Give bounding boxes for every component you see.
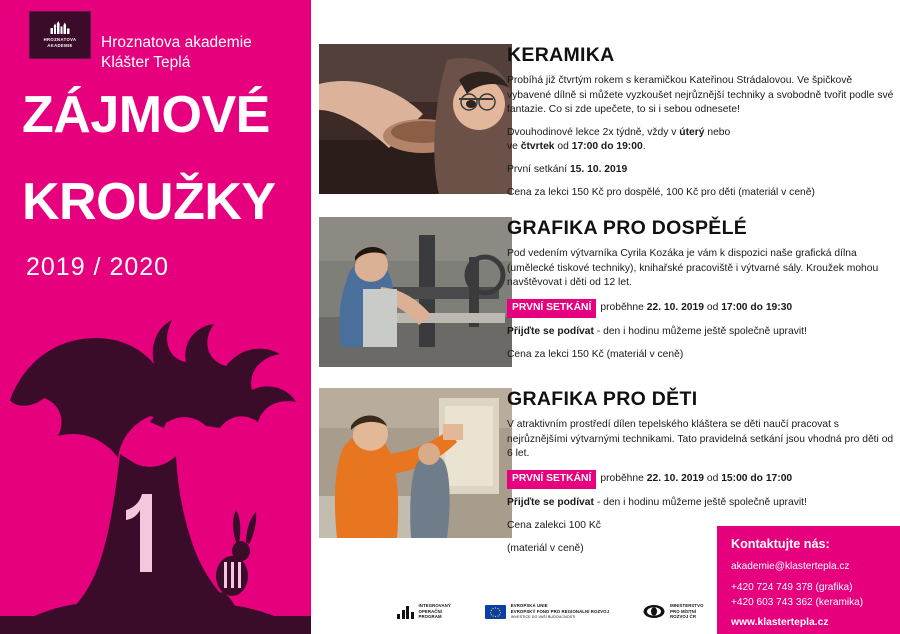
section-keramika-title: KERAMIKA (507, 44, 615, 66)
note-bold: Přijďte se podívat (507, 497, 594, 509)
contact-phone-grafika[interactable]: +420 724 749 378 (grafika) (731, 582, 853, 594)
footer-logos (397, 603, 704, 620)
section-grafika-dospele-body (507, 217, 897, 363)
photo-grafika-deti (319, 388, 512, 538)
academy-logo (29, 11, 91, 59)
badge-first-meeting-text: proběhne 22. 10. 2019 od 17:00 do 19:30 (600, 301, 793, 313)
bar-chart-icon (397, 604, 414, 619)
castle-crest-icon (49, 21, 71, 35)
footer-logo-eu-sub: INVESTICE DO VAŠÍ BUDOUCNOSTI (510, 615, 576, 620)
note-bold: Přijďte se podívat (507, 326, 594, 338)
poster-left-panel (0, 0, 311, 634)
badge-first-meeting: PRVNÍ SETKÁNÍ (507, 299, 596, 319)
section-keramika-p3: První setkání 15. 10. 2019 (507, 164, 628, 176)
footer-logo-iop-line1: INTEGROVANÝ (418, 603, 451, 609)
section-keramika-p1: Probíhá již čtvrtým rokem s keramičkou Kateřinou Strádalovou. Ve špičkově vybavené dílně si můžete vyzkoušet nejrůznější techniky a svobodně tvořit podle své fantazie. Co si zde upečete, to si i sebou odnesete! (507, 75, 894, 116)
contact-phone-keramika[interactable]: +420 603 743 362 (keramika) (731, 597, 864, 609)
footer-logo-ministry-line2: PRO MÍSTNÍ (670, 608, 697, 614)
footer-logo-eu-line2: EVROPSKÝ FOND PRO REGIONÁLNÍ ROZVOJ (510, 608, 610, 614)
section-grafika-deti-title: GRAFIKA PRO DĚTI (507, 388, 698, 410)
photo-keramika (319, 44, 512, 194)
section-grafika-deti-price-2: (materiál v ceně) (507, 542, 584, 554)
poster-season: 2019 / 2020 (26, 253, 170, 281)
contact-email[interactable]: akademie@klastertepla.cz (731, 561, 850, 572)
poster-title-line1: ZÁJMOVÉ (22, 86, 270, 144)
badge-first-meeting-text: proběhne 22. 10. 2019 od 15:00 do 17:00 (600, 472, 793, 484)
academy-name-line1: Hroznatova akademie (101, 34, 252, 51)
footer-logo-ministry-line3: ROZVOJ ČR (670, 614, 697, 620)
section-grafika-dospele-p1: Pod vedením výtvarníka Cyrila Kozáka je vám k dispozici naše grafická dílna (umělecké tiskové techniky), knihařské pracoviště i výtvarné sály. Kroužek mohou navštěvovat i děti od 12 let. (507, 248, 879, 289)
contact-title: Kontaktujte nás: (731, 537, 830, 551)
footer-logo-eu-line1: EVROPSKÁ UNIE (510, 603, 548, 609)
section-keramika-p4: Cena za lekci 150 Kč pro dospělé, 100 Kč pro děti (materiál v ceně) (507, 186, 815, 198)
section-keramika-body (507, 44, 897, 200)
note-rest: - den i hodinu můžeme ještě společně upravit! (593, 326, 807, 338)
footer-logo-ministry-line1: MINISTERSTVO (670, 603, 704, 609)
footer-logo-iop-line2: OPERAČNÍ (418, 608, 442, 614)
eu-flag-icon (485, 605, 506, 619)
section-grafika-dospele-title: GRAFIKA PRO DOSPĚLÉ (507, 217, 748, 239)
footer-logo-iop (397, 603, 451, 620)
section-keramika-p2: Dvouhodinové lekce 2x týdně, vždy v úterý nebo ve čtvrtek od 17:00 do 19:00. (507, 126, 731, 153)
tree-and-rabbit-illustration (0, 304, 311, 634)
poster-title-line2: KROUŽKY (22, 172, 276, 231)
note-rest: - den i hodinu můžeme ještě společně upravit! (593, 497, 807, 509)
ministry-emblem-icon (643, 604, 665, 619)
contact-block (717, 526, 900, 634)
contact-website[interactable]: www.klastertepla.cz (731, 617, 829, 629)
footer-logo-iop-line3: PROGRAM (418, 614, 442, 620)
poster-right-content (311, 0, 900, 634)
academy-name-line2: Klášter Teplá (101, 54, 191, 72)
footer-logo-eu (485, 603, 609, 620)
section-grafika-deti-note (507, 496, 897, 511)
section-grafika-dospele-first-meeting (507, 299, 897, 319)
photo-grafika-dospele (319, 217, 512, 367)
academy-logo-text: HROZNATOVA AKADEMIE (43, 37, 77, 48)
badge-first-meeting: PRVNÍ SETKÁNÍ (507, 470, 596, 490)
section-grafika-deti-price-1: Cena zalekci 100 Kč (507, 520, 601, 532)
section-grafika-deti-first-meeting (507, 470, 897, 490)
academy-name (101, 33, 252, 74)
poster-title (22, 86, 276, 231)
section-grafika-dospele-price: Cena za lekci 150 Kč (materiál v ceně) (507, 349, 684, 361)
section-grafika-dospele-note (507, 325, 897, 340)
footer-logo-ministry (643, 603, 703, 620)
section-grafika-deti-p1: V atraktivním prostředí dílen tepelského kláštera se děti naučí pracovat s nejrůznějšími výtvarnými technikami. Tato pravidelná setkání jsou vhodná pro děti od 6 let. (507, 419, 894, 460)
